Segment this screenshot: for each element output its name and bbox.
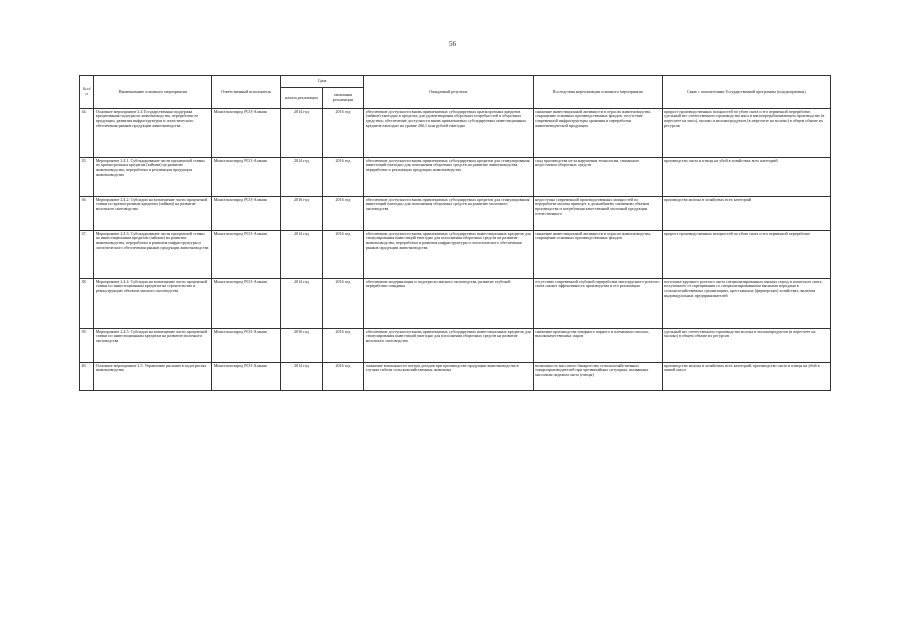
table-header [80,76,831,109]
responsible-executor: Минсельхозпрод РСО-Алания [212,197,281,231]
row-number: 37. [80,231,94,279]
row-number: 40. [80,363,94,391]
start-year: 2014 год [281,279,323,329]
header-consequences: Последствия нереализации основного мероприятия [533,76,662,109]
expected-result: обеспечение доступности вновь привлекаемых субсидируемых инвестиционных кредитов для стимулирования инвестиций ежегодно для пополнения оборотных средств на развитие животноводства, переработки и развития инфраструктуры и логистического обеспечения рынков продукции животноводства [364,231,533,279]
indicator-link: прирост производственных мощностей по убою скота и его первичной переработке [662,231,830,279]
end-year: 2016 год [322,109,364,158]
header-term: Срок [281,76,364,88]
row-number: 39. [80,329,94,363]
start-year: 2014 год [281,158,323,197]
consequences: отсутствие современной глубокой переработки мяса крупного рогатого скота снизит эффективность производства и его реализации [533,279,662,329]
expected-result: обеспечение доступности вновь привлекаемых субсидируемых краткосрочных кредитов (займов) ежегодно в пределах для удовлетворения оборотных потребностей в оборотных средствах; обеспечение доступности вновь привлекаемых субсидируемых инвестиционных кредитов ежегодно на уровне 266,1 млн рублей ежегодно [364,109,533,158]
row-number: 38. [80,279,94,329]
expected-result: обеспечение доступности вновь привлекаемых субсидируемых кредитов для стимулирования инвестиций ежегодно для пополнения оборотных средств на развитие молочного скотоводства [364,197,533,231]
responsible-executor: Минсельхозпрод РСО-Алания [212,329,281,363]
indicator-link: прирост производственных мощностей по убою скота и его первичной переработке, удельный вес отечественного производства мяса в мясоперерабатывающем производстве (в пересчете на мясо), молоко и молокопродуктов (в пересчете на молоко) в общем объеме их ресурсов [662,109,830,158]
header-name: Наименование основного мероприятия [94,76,212,109]
header-num: № п/п [80,76,94,109]
indicator-link: производство молока в хозяйствах всех категорий [662,197,830,231]
measure-name: Мероприятие 2.4.1. Субсидирование части процентной ставки по краткосрочным кредитам (займам) на развитие животноводства, переработки и реализации продукции животноводства [94,158,212,197]
end-year: 2016 год [322,329,364,363]
indicator-link: поголовье крупного рогатого скота специализированных мясных пород и помесного скота, полученного от скрещивания со специализированными мясными породами в сельскохозяйственных организациях, крестьянских (фермерских) хозяйствах, включая индивидуальных предпринимателей [662,279,830,329]
expected-result: обеспечение доступности вновь привлекаемых субсидируемых инвестиционных кредитов для стимулирования инвестиций ежегодно для пополнения оборотных средств на развитие молочного скотоводства [364,329,533,363]
header-responsible: Ответственный исполнитель [212,76,281,109]
indicator-link: производство молока в хозяйствах всех категорий, производство скота и птицы на убой в живой массе [662,363,830,391]
responsible-executor: Минсельхозпрод РСО-Алания [212,363,281,391]
end-year: 2016 год [322,197,364,231]
measure-name: Мероприятие 2.4.3. Субсидирование части процентной ставки по инвестиционным кредитам (займам) на развитие животноводства, переработки и развития инфраструктуры и логистического обеспечения рынков продукции животноводства [94,231,212,279]
start-year: 2014 год [281,109,323,158]
measure-name: Основное мероприятие 2.5. Управление рисками в подотраслях животноводства [94,363,212,391]
row-number: 36. [80,197,94,231]
responsible-executor: Минсельхозпрод РСО-Алания [212,109,281,158]
end-year: 2016 год [322,158,364,197]
header-link-to-indicators: Связь с показателями Государственной программы (подпрограммы) [662,76,830,109]
consequences: снижение инвестиционной активности в отрасли животноводства, сокращение основных производственных фондов [533,231,662,279]
start-year: 2014 год [281,363,323,391]
page-number: 56 [449,40,456,48]
measure-name: Мероприятие 2.4.5. Субсидии на возмещение части процентной ставки по инвестиционным кредитам на развитие молочного скотоводства [94,329,212,363]
consequences: возможность массового банкротства сельскохозяйственных товаропроизводителей при чрезвычайных ситуациях, вызванных массовым падежом скота (птицы) [533,363,662,391]
table-row [80,231,831,279]
measure-name: Мероприятие 2.4.2. Субсидии на возмещение части процентной ставки по краткосрочным кредитам (займам) на развитие молочного скотоводства [94,197,212,231]
table-row [80,197,831,231]
consequences: снижение производства товарного парного и племенного молока, высококачественных сыров [533,329,662,363]
table-row [80,279,831,329]
expected-result: обеспечение модернизации и подотрасли мясного скотоводства, развитие глубокой переработки говядины [364,279,533,329]
measure-name: Основное мероприятие 2.4 Государственная поддержка кредитования подотрасли животноводства, переработки ее продукции, развития инфраструктуры и логистического обеспечения рынков продукции животноводства [94,109,212,158]
expected-result: снижение возможности потери доходов при производстве продукции животноводства в случаях гибели сельскохозяйственных животных [364,363,533,391]
start-year: 2014 год [281,231,323,279]
table-row [80,158,831,197]
row-number: 34. [80,109,94,158]
consequences: недоступна современной производственных мощностей по переработке молока приведет к дальнейшему снижению объемов производства и потребления качественной молочной продукции отечественного [533,197,662,231]
expected-result: обеспечение доступности вновь привлекаемых субсидируемых кредитов для стимулирования инвестиций ежегодно для пополнения оборотных средств на развитие животноводства, переработки и реализации продукции животноводства [364,158,533,197]
responsible-executor: Минсельхозпрод РСО-Алания [212,231,281,279]
consequences: спад производства из-за нарушения технологии, связанного недостатком оборотных средств [533,158,662,197]
header-term-start: начала реализации [281,88,323,109]
consequences: снижение инвестиционной активности в отрасли животноводства, сокращение основных производственных фондов, отсутствие современной инфраструктуры хранения и переработки животноводческой продукции [533,109,662,158]
table-row [80,363,831,391]
responsible-executor: Минсельхозпрод РСО-Алания [212,279,281,329]
table-row [80,109,831,158]
end-year: 2016 год [322,279,364,329]
start-year: 2016 год [281,197,323,231]
header-term-end: окончания реализации [322,88,364,109]
end-year: 2016 год [322,363,364,391]
end-year: 2016 год [322,231,364,279]
responsible-executor: Минсельхозпрод РСО-Алания [212,158,281,197]
start-year: 2016 год [281,329,323,363]
indicator-link: удельный вес отечественного производства молока и молокопродуктов (в пересчете на молоко) в общем объеме их ресурсов [662,329,830,363]
program-measures-table [79,75,831,391]
indicator-link: производство скота и птицы на убой в хозяйствах всех категорий [662,158,830,197]
table-row [80,329,831,363]
row-number: 35. [80,158,94,197]
header-expected-result: Ожидаемый результат [364,76,533,109]
measure-name: Мероприятие 2.4.4. Субсидии на возмещение части процентной ставки по инвестиционным кредитам на строительство и реконструкцию объектов мясного скотоводства [94,279,212,329]
